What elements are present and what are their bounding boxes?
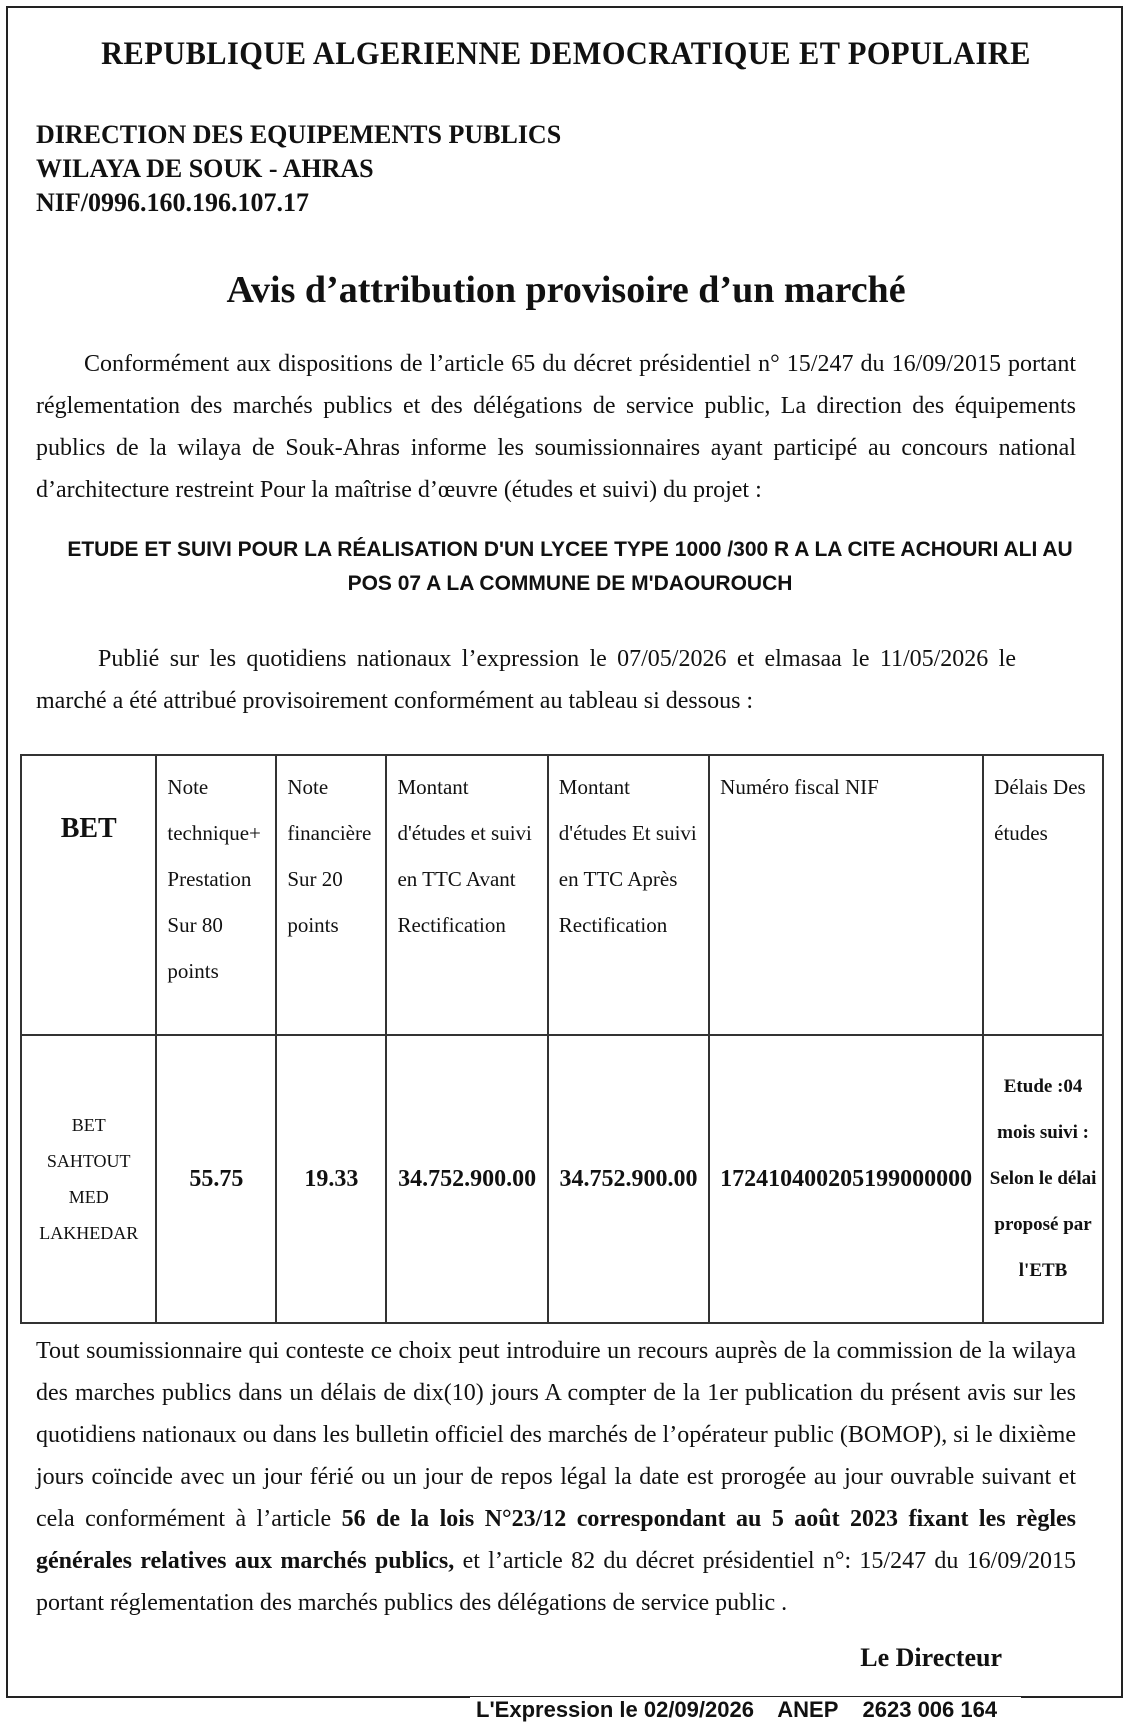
table-header-row	[21, 755, 1103, 1035]
intro-paragraph: Conformément aux dispositions de l’article 65 du décret présidentiel n° 15/247 du 16/09/2015 portant réglementation des marchés publics et des délégations de service public, La direction des équipements publics de la wilaya de Souk-Ahras informe les soumissionnaires ayant participé au concours national d’architecture restreint Pour la maîtrise d’œuvre (études et suivi) du projet :	[36, 351, 1076, 503]
montant-avant-cell: 34.752.900.00	[386, 1035, 547, 1323]
nif-number: NIF/0996.160.196.107.17	[36, 188, 309, 217]
publication-paragraph: Publié sur les quotidiens nationaux l’expression le 07/05/2026 et elmasaa le 11/05/2026 le marché a été attribué provisoirement conformément au tableau si dessous :	[36, 646, 1016, 714]
header-montant-apres: Montant d'études Et suivi en TTC Après Rectification	[548, 755, 709, 1035]
header-bet: BET	[21, 755, 156, 1035]
montant-apres-cell: 34.752.900.00	[548, 1035, 709, 1323]
wilaya-name: WILAYA DE SOUK - AHRAS	[36, 154, 374, 183]
project-title: ETUDE ET SUIVI POUR LA RÉALISATION D'UN LYCEE TYPE 1000 /300 R A LA CITE ACHOURI ALI AU POS 07 A LA COMMUNE DE M'DAOUROUCH	[67, 538, 1073, 595]
header-note-financiere: Note financière Sur 20 points	[276, 755, 386, 1035]
recourse-text-1: Tout soumissionnaire qui conteste ce choix peut introduire un recours auprès de la commission de la wilaya des marches publics dans un délais de dix(10) jours A compter de la 1er publication du présent avis sur les quotidiens nationaux ou dans les bulletin officiel des marchés de l’opérateur public (BOMOP), si le dixième jours coïncide avec un jour férié ou un jour de repos légal la date est prorogée au jour ouvrable suivant et cela conformément à l’article	[36, 1338, 1076, 1532]
header-montant-avant: Montant d'études et suivi en TTC Avant Rectification	[386, 755, 547, 1035]
republic-heading: REPUBLIQUE ALGERIENNE DEMOCRATIQUE ET POPULAIRE	[101, 36, 1031, 72]
header-note-technique: Note technique+ Prestation Sur 80 points	[156, 755, 276, 1035]
signature: Le Directeur	[860, 1643, 1002, 1672]
recourse-paragraph	[36, 1330, 1076, 1624]
issuer-block	[36, 118, 561, 220]
footer-newspaper: L'Expression le 02/09/2026	[476, 1697, 754, 1722]
bet-name-cell	[21, 1035, 156, 1323]
header-nif: Numéro fiscal NIF	[709, 755, 983, 1035]
notice-title: Avis d’attribution provisoire d’un marché	[226, 269, 906, 311]
nif-cell: 172410400205199000000	[709, 1035, 983, 1323]
bet-name-line1: BET SAHTOUT	[46, 1115, 131, 1171]
footer-agency: ANEP	[777, 1697, 839, 1722]
footer-reference: 2623 006 164	[862, 1697, 998, 1722]
delais-cell: Etude :04 mois suivi : Selon le délai proposé par l'ETB	[983, 1035, 1103, 1323]
recourse-text-2: et l’article 82 du décret présidentiel n°: 15/247 du 16/09/2015 portant réglementation des marchés publics des délégations de service public .	[36, 1548, 1077, 1616]
award-table	[20, 754, 1104, 1324]
note-financiere-cell: 19.33	[276, 1035, 386, 1323]
table-row	[21, 1035, 1103, 1323]
header-delais: Délais Des études	[983, 755, 1103, 1035]
direction-name: DIRECTION DES EQUIPEMENTS PUBLICS	[36, 120, 562, 149]
note-technique-cell: 55.75	[156, 1035, 276, 1323]
publication-footer	[470, 1697, 1021, 1723]
bet-name-line2: MED LAKHEDAR	[39, 1187, 139, 1243]
recourse-law-reference: 56 de la lois N°23/12 correspondant au 5 août 2023 fixant les règles générales relatives aux marchés publics,	[36, 1506, 1076, 1574]
